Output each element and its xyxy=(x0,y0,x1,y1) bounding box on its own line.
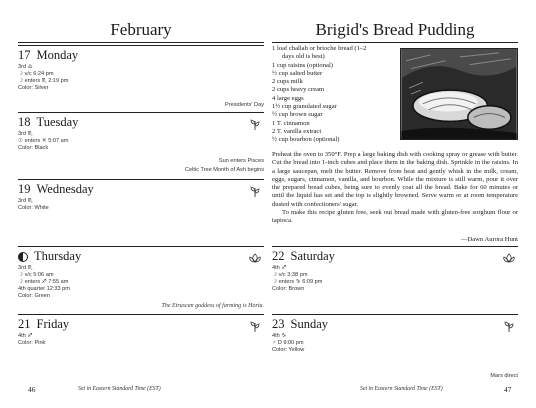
color-line: Color: Brown xyxy=(272,286,305,292)
color-line: Color: Pink xyxy=(18,340,46,346)
ingredient: days old is best) xyxy=(282,53,325,61)
astro-line: 4th ♐ xyxy=(272,265,287,271)
astro-line: ☽ v/c 6:24 pm xyxy=(18,71,54,77)
day-number: 19 xyxy=(18,182,31,196)
divider xyxy=(18,42,264,43)
ingredient: ½ cup bourbon (optional) xyxy=(272,136,340,144)
day-block-thursday xyxy=(18,246,264,312)
timezone-footer: Set in Eastern Standard Time (EST) xyxy=(78,386,161,392)
ingredient: 2 T. vanilla extract xyxy=(272,127,322,135)
event-note: Sun enters Pisces xyxy=(218,158,264,164)
last-quarter-moon-icon xyxy=(18,252,28,262)
day-block-monday xyxy=(18,45,264,111)
ingredient: ½ cup salted butter xyxy=(272,69,323,77)
event-note: Mars direct xyxy=(490,373,518,379)
day-number: 23 xyxy=(272,317,285,331)
ingredient: 1 T. cinnamon xyxy=(272,119,310,127)
day-name: Tuesday xyxy=(36,115,79,129)
lotus-icon xyxy=(248,251,262,265)
astro-line: 3rd ♎ xyxy=(18,64,33,70)
holiday-note: Presidents' Day xyxy=(225,102,264,108)
herb-sprig-icon xyxy=(248,319,262,333)
day-name: Thursday xyxy=(34,249,82,263)
bread-woodcut-illustration xyxy=(400,48,518,140)
color-line: Color: White xyxy=(18,205,49,211)
right-page xyxy=(268,0,536,408)
page-number: 46 xyxy=(28,385,36,394)
astro-line: 4th ♑ xyxy=(272,333,287,339)
event-note: Celtic Tree Month of Ash begins xyxy=(185,167,264,173)
page-number: 47 xyxy=(504,385,512,394)
ingredient: 1 loaf challah or brioche bread (1–2 xyxy=(272,45,367,52)
astro-line: 3rd ♏ xyxy=(18,265,33,271)
recipe-title: Brigid's Bread Pudding xyxy=(315,20,475,39)
recipe-author: —Dawn Aurora Hunt xyxy=(460,236,518,243)
herb-sprig-icon xyxy=(502,319,516,333)
astro-line: 3rd ♏ xyxy=(18,131,33,137)
astro-line: ☉ enters ♓ 5:07 am xyxy=(18,138,69,144)
herb-sprig-icon xyxy=(248,184,262,198)
day-block-sunday xyxy=(272,314,518,380)
color-line: Color: Black xyxy=(18,145,49,151)
ingredient: 1 cup raisins (optional) xyxy=(272,61,333,69)
ingredient: 2 cups heavy cream xyxy=(272,86,325,94)
day-block-wednesday xyxy=(18,179,264,245)
day-name: Saturday xyxy=(290,249,335,263)
day-block-tuesday xyxy=(18,112,264,178)
method-paragraph: Preheat the oven to 350°F. Prep a large baking dish with cooking spray or grease with butter. Cut the bread into 1-inch cubes and place them in the baking dish. Sprinkle in the raisins. In a large saucepan, melt the butter. Remove from heat and gently whisk in the milk, cream, eggs, sugars, cinnamon, vanilla, and bourbon. While the mixture is still warm, pour it over the prepared bread cubes, being sure to evenly coat all the bread. Bake for 60 minutes or until the liquid has set and the top is slightly browned. Serve warm or at room temperature dusted with confectioners' sugar. xyxy=(272,151,518,208)
astro-line: 3rd ♏ xyxy=(18,198,33,204)
method-paragraph: To make this recipe gluten free, seek out bread made with gluten-free sorghum flour or tapioca. xyxy=(272,209,518,225)
color-line: Color: Silver xyxy=(18,85,49,91)
astro-line: ☽ enters ♏ 2:19 pm xyxy=(18,78,69,84)
lore-note: The Etruscan goddess of farming is Horta. xyxy=(161,303,264,309)
day-number: 18 xyxy=(18,115,31,129)
day-name: Monday xyxy=(36,48,79,62)
astro-line: 4th ♐ xyxy=(18,333,33,339)
divider xyxy=(272,42,518,43)
month-title: February xyxy=(110,20,172,39)
timezone-footer: Set in Eastern Standard Time (EST) xyxy=(360,386,443,392)
day-name: Sunday xyxy=(290,317,328,331)
ingredient: 4 large eggs xyxy=(272,94,304,102)
day-name: Wednesday xyxy=(36,182,94,196)
astro-line: ♂ D 9:00 pm xyxy=(272,340,304,346)
lotus-icon xyxy=(502,251,516,265)
day-number: 21 xyxy=(18,317,31,331)
day-number: 22 xyxy=(272,249,285,263)
astro-line: ☽ enters ♐ 7:55 am xyxy=(18,279,69,285)
day-block-saturday xyxy=(272,246,518,312)
color-line: Color: Green xyxy=(18,293,51,299)
ingredient-list xyxy=(272,45,390,145)
ingredient: ½ cup brown sugar xyxy=(272,111,323,119)
day-number: 17 xyxy=(18,48,31,62)
day-name: Friday xyxy=(36,317,70,331)
recipe-method xyxy=(272,151,518,226)
day-block-friday xyxy=(18,314,264,380)
astro-line: 4th quarter 12:33 pm xyxy=(18,286,70,292)
astro-line: ☽ v/c 3:38 pm xyxy=(272,272,308,278)
ingredient: 1½ cup granulated sugar xyxy=(272,103,337,111)
ingredient: 2 cups milk xyxy=(272,78,303,86)
astro-line: ☽ enters ♑ 6:09 pm xyxy=(272,279,323,285)
astro-line: ☽ v/c 5:06 am xyxy=(18,272,54,278)
herb-sprig-icon xyxy=(248,117,262,131)
color-line: Color: Yellow xyxy=(272,347,305,353)
